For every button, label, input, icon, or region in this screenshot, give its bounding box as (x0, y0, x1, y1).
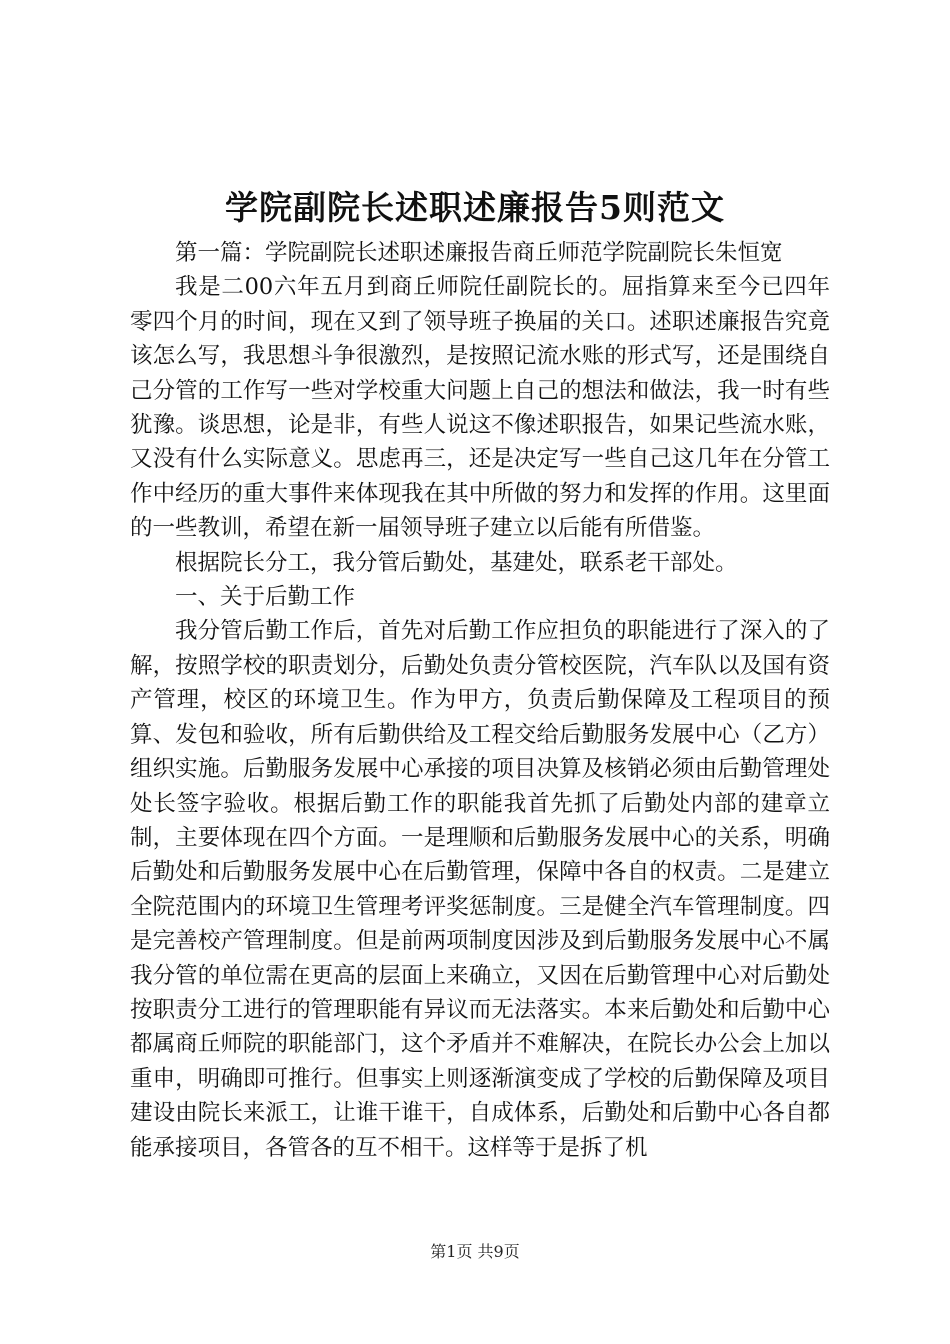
document-title: 学院副院长述职述廉报告5则范文 (225, 188, 725, 227)
paragraph-division-of-labor: 根据院长分工，我分管后勤处，基建处，联系老干部处。 (175, 549, 738, 576)
page-footer: 第1页 共9页 (430, 1242, 520, 1261)
paragraph-logistics-work: 我分管后勤工作后，首先对后勤工作应担负的职能进行了深入的了解，按照学校的职责划分，后勤处负责分管校医院，汽车队以及国有资产管理，校区的环境卫生。作为甲方，负责后勤保障及工程项目的预算、发包和验收，所有后勤供给及工程交给后勤服务发展中心（乙方）组织实施。后勤服务发展中心承接的项目决算及核销必须由后勤管理处处长签字验收。根据后勤工作的职能我首先抓了后勤处内部的建章立制，主要体现在四个方面。一是理顺和后勤服务发展中心的关系，明确后勤处和后勤服务发展中心在后勤管理，保障中各自的权责。二是建立全院范围内的环境卫生管理考评奖惩制度。三是健全汽车管理制度。四是完善校产管理制度。但是前两项制度因涉及到后勤服务发展中心不属我分管的单位需在更高的层面上来确立，又因在后勤管理中心对后勤处按职责分工进行的管理职能有异议而无法落实。本来后勤处和后勤中心都属商丘师院的职能部门，这个矛盾并不难解决，在院长办公会上加以重申，明确即可推行。但事实上则逐渐演变成了学校的后勤保障及项目建设由院长来派工，让谁干谁干，自成体系，后勤处和后勤中心各自都能承接项目，各管各的互不相干。这样等于是拆了机 (130, 618, 830, 1161)
section-heading-logistics: 一、关于后勤工作 (175, 584, 356, 611)
paragraph-intro: 我是二00六年五月到商丘师院任副院长的。屈指算来至今已四年零四个月的时间，现在又到了领导班子换届的关口。述职述廉报告究竟该怎么写，我思想斗争很激烈，是按照记流水账的形式写，还是围绕自己分管的工作写一些对学校重大问题上自己的想法和做法，我一时有些犹豫。谈思想，论是非，有些人说这不像述职报告，如果记些流水账，又没有什么实际意义。思虑再三，还是决定写一些自己这几年在分管工作中经历的重大事件来体现我在其中所做的努力和发挥的作用。这里面的一些教训，希望在新一届领导班子建立以后能有所借鉴。 (130, 274, 830, 542)
document-body (130, 236, 830, 1165)
paragraph-heading-first: 第一篇：学院副院长述职述廉报告商丘师范学院副院长朱恒宽 (175, 240, 783, 266)
